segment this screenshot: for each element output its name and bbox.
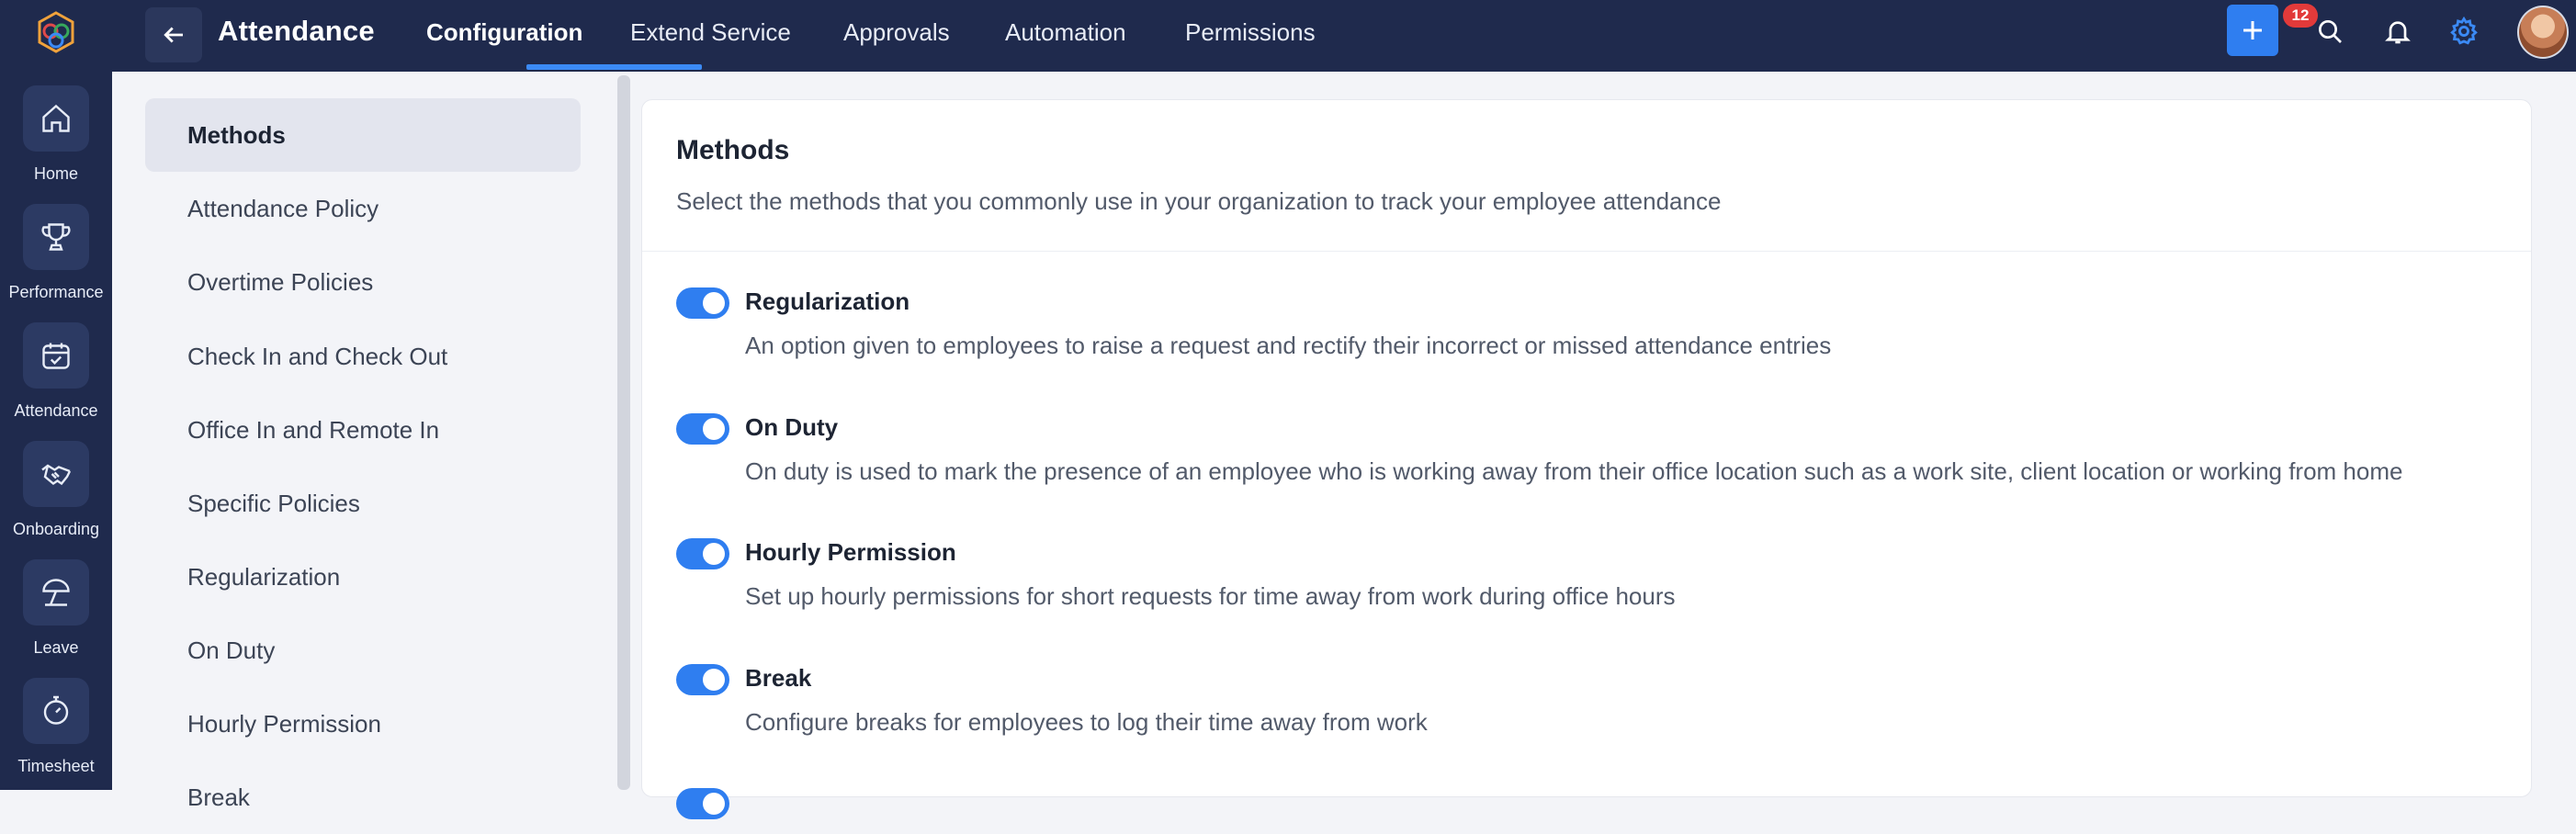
rail-label: Attendance: [14, 401, 98, 420]
tab-configuration[interactable]: Configuration: [426, 18, 583, 46]
umbrella-icon: [23, 559, 89, 626]
stopwatch-icon: [23, 678, 89, 744]
method-name: Hourly Permission: [745, 538, 956, 566]
arrow-left-icon: [160, 21, 187, 49]
rail-item-attendance[interactable]: [0, 313, 112, 433]
trophy-icon: [23, 204, 89, 270]
settings-button[interactable]: [2446, 13, 2482, 50]
sidebar-item-break[interactable]: Break: [187, 783, 250, 811]
gear-icon: [2448, 16, 2480, 47]
sidebar-item-methods[interactable]: Methods: [145, 98, 581, 172]
rail-label: Timesheet: [17, 757, 95, 775]
tab-automation[interactable]: Automation: [1005, 18, 1126, 46]
app-logo-icon[interactable]: [35, 11, 77, 55]
sidebar-item-hourly-permission[interactable]: Hourly Permission: [187, 709, 381, 738]
notifications-button[interactable]: [2379, 13, 2416, 50]
tab-approvals[interactable]: Approvals: [843, 18, 950, 46]
page-title: Attendance: [218, 15, 375, 47]
rail-label: Performance: [8, 283, 104, 301]
calendar-check-icon: [23, 322, 89, 389]
settings-sidebar: [112, 72, 608, 811]
sidebar-item-overtime-policies[interactable]: Overtime Policies: [187, 267, 374, 296]
divider: [642, 251, 2531, 252]
method-name: Regularization: [745, 287, 910, 315]
home-icon: [23, 85, 89, 152]
regularization-toggle[interactable]: [676, 287, 729, 319]
rail-item-onboarding[interactable]: [0, 432, 112, 551]
sidebar-scrollbar[interactable]: [617, 75, 630, 790]
add-button[interactable]: [2227, 5, 2278, 56]
break-toggle[interactable]: [676, 664, 729, 695]
rail-item-leave[interactable]: [0, 550, 112, 670]
section-title: Methods: [676, 135, 790, 165]
sidebar-item-office-in-remote-in[interactable]: Office In and Remote In: [187, 415, 440, 444]
sidebar-item-on-duty[interactable]: On Duty: [187, 636, 276, 664]
rail-item-timesheet[interactable]: [0, 669, 112, 788]
tab-extend-service[interactable]: Extend Service: [630, 18, 791, 46]
plus-icon: [2239, 17, 2266, 44]
hourly-permission-toggle[interactable]: [676, 538, 729, 569]
back-button[interactable]: [145, 7, 202, 62]
tab-permissions[interactable]: Permissions: [1185, 18, 1316, 46]
section-subtitle: Select the methods that you commonly use in your organization to track your employee attendance: [676, 187, 1722, 215]
next-method-toggle[interactable]: [676, 788, 729, 819]
active-tab-indicator: [526, 64, 702, 70]
rail-label: Onboarding: [12, 520, 100, 538]
on-duty-toggle[interactable]: [676, 413, 729, 445]
method-name: Break: [745, 664, 812, 692]
search-icon: [2315, 17, 2344, 46]
sidebar-item-regularization[interactable]: Regularization: [187, 562, 341, 591]
method-description: Set up hourly permissions for short requests for time away from work during office hours: [745, 582, 1676, 610]
notification-badge: 12: [2283, 4, 2318, 28]
sidebar-item-attendance-policy[interactable]: Attendance Policy: [187, 194, 379, 222]
method-description: An option given to employees to raise a request and rectify their incorrect or missed attendance entries: [745, 332, 1832, 359]
sidebar-item-check-in-check-out[interactable]: Check In and Check Out: [187, 342, 448, 370]
sidebar-item-specific-policies[interactable]: Specific Policies: [187, 489, 360, 517]
rail-item-performance[interactable]: [0, 195, 112, 314]
user-avatar[interactable]: [2517, 6, 2569, 59]
app-rail: [0, 0, 112, 790]
top-bar: [112, 0, 2576, 72]
method-description: Configure breaks for employees to log their time away from work: [745, 708, 1428, 736]
rail-label: Home: [33, 164, 78, 183]
handshake-icon: [23, 441, 89, 507]
rail-label: Leave: [33, 638, 79, 657]
rail-item-home[interactable]: [0, 76, 112, 196]
methods-card: [641, 99, 2532, 797]
bell-icon: [2383, 17, 2412, 46]
method-name: On Duty: [745, 413, 839, 441]
method-description: On duty is used to mark the presence of an employee who is working away from their office location such as a work site, client location or working from home: [745, 457, 2403, 485]
